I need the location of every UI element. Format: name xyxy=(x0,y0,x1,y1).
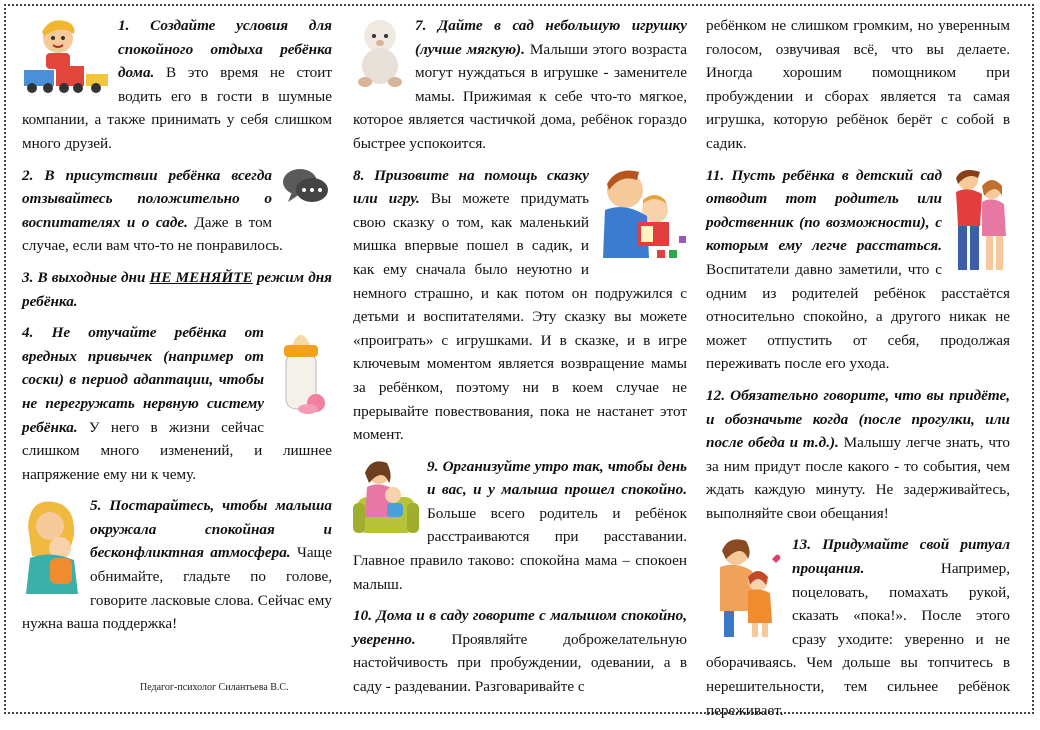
plush-sheep-illustration xyxy=(353,16,407,88)
tip-7 xyxy=(353,14,687,156)
tip-4-title: 4. Не отучайте ребёнка от вредных привычек (например от соски) в период адаптации, чтобы не перегружать нервную систему ребёнка. xyxy=(22,324,264,436)
tip-11-body: Воспитатели давно заметили, что с одним из родителей ребёнок расстаётся относительно спокойно, а другого никак не может отпустить от себя, продолжая переживать после его ухода. xyxy=(706,260,1010,373)
tip-11 xyxy=(706,164,1010,376)
grandpa-reading-book-illustration xyxy=(597,166,687,262)
column-middle xyxy=(353,14,687,707)
tip-12 xyxy=(706,384,1010,526)
tip-10-continued xyxy=(706,14,1010,156)
tip-9 xyxy=(353,455,687,597)
tip-3-title-start: 3. В выходные дни xyxy=(22,268,150,286)
family-illustration xyxy=(950,166,1010,276)
author-signature: Педагог-психолог Силантьева В.С. xyxy=(140,682,289,693)
tip-11-title: 11. Пусть ребёнка в детский сад отводит тот родитель или родственник (по возможности), с которым ему легче расстаться. xyxy=(706,166,942,255)
tip-10-body-continued: ребёнком не слишком громким, но уверенным голосом, озвучивая всё, что вы делаете. Иногда хорошим помощником при пробуждении и сборах является та самая игрушка, которую ребёнок берёт с собой в садик. xyxy=(706,17,1010,152)
tip-1 xyxy=(22,14,332,156)
tip-13 xyxy=(706,533,1010,722)
tip-5-title: 5. Постарайтесь, чтобы малыша окружала спокойная и бесконфликтная атмосфера. xyxy=(90,497,332,562)
tip-5-body: Чаще обнимайте, гладьте по голове, говорите ласковые слова. Сейчас ему нужна ваша поддержка! xyxy=(22,544,332,633)
tip-9-body: Больше всего родитель и ребёнок расстраиваются при расставании. Главное правило таково: спокойна мама – спокоен малыш. xyxy=(353,504,687,593)
tip-1-title: 1. Создайте условия для спокойного отдыха ребёнка дома. xyxy=(118,17,332,82)
tip-2-title: 2. В присутствии ребёнка всегда отзывайтесь положительно о воспитателях и о саде. xyxy=(22,166,272,231)
boy-with-train-illustration xyxy=(22,16,110,96)
tip-10-body: Проявляйте доброжелательную настойчивость при пробуждении, одевании, а в саду - раздевании. Разговаривайте с xyxy=(353,630,687,696)
tip-13-title: 13. Придумайте свой ритуал прощания. xyxy=(792,536,1010,578)
tip-8 xyxy=(353,164,687,447)
tip-12-body: Малышу легче знать, что за ним придут после какого - то события, чем ждать каждую минуту. Не задерживайтесь, выполняйте свои обещания! xyxy=(706,434,1010,522)
tip-12-title: 12. Обязательно говорите, что вы придёте, и обозначьте когда (после прогулки, или после обеда и т.д.). xyxy=(706,386,1010,452)
tip-4 xyxy=(22,321,332,486)
speech-bubbles-icon xyxy=(280,166,332,210)
tip-3-title-end: режим дня ребёнка. xyxy=(22,268,332,310)
mother-on-armchair-illustration xyxy=(353,457,419,537)
tip-13-body: Например, поцеловать, помахать рукой, сказать «пока!». После этого сразу уходите: уверенно и не оборачиваясь. Чем дольше вы топчитесь в нерешительности, тем сильнее ребёнок переживает. xyxy=(706,560,1010,719)
tip-2-body: Даже в том случае, если вам что-то не понравилось. xyxy=(22,213,283,255)
tip-8-body: Вы можете придумать свою сказку о том, как маленький мишка впервые пошел в садик, и как ему сначала было неуютно и немного страшно, и как потом он подружился с детьми и воспитателями. Эту сказку вы можете «проиграть» с игрушками. И в сказке, и в игре ключевым моментом является возвращение мамы за ребёнком, поэтому ни в коем случае не прерывайте повествования, пока не настанет этот момент. xyxy=(353,190,687,444)
baby-bottle-illustration xyxy=(272,323,332,423)
tip-1-body: В это время не стоит водить его в гости в шумные компании, а также принимать у себя слишком много друзей. xyxy=(22,64,332,152)
tip-10-title: 10. Дома и в саду говорите с малышом спокойно, уверенно. xyxy=(353,607,687,648)
mother-hugging-child-illustration xyxy=(22,496,82,596)
tip-10 xyxy=(353,604,687,698)
column-left xyxy=(22,14,332,644)
mother-hugging-daughter-illustration xyxy=(706,535,784,639)
tip-5 xyxy=(22,494,332,636)
tip-8-title: 8. Призовите на помощь сказку или игру. xyxy=(353,166,589,208)
tip-9-title: 9. Организуйте утро так, чтобы день и вас, и у малыша прошел спокойно. xyxy=(427,457,687,499)
tip-7-title: 7. Дайте в сад небольшую игрушку (лучше мягкую). xyxy=(415,17,687,58)
tip-3 xyxy=(22,266,332,313)
tip-7-body: Малыши этого возраста могут нуждаться в игрушке - заменителе мамы. Прижимая к себе что-то мягкое, которое является частичкой дома, ребёнок гораздо быстрее успокоится. xyxy=(353,40,687,152)
tip-4-body: У него в жизни сейчас слишком много изменений, и лишнее напряжение ему ни к чему. xyxy=(22,418,332,483)
tip-3-emphasis: НЕ МЕНЯЙТЕ xyxy=(149,268,253,286)
tip-2 xyxy=(22,164,332,258)
column-right xyxy=(706,14,1010,730)
